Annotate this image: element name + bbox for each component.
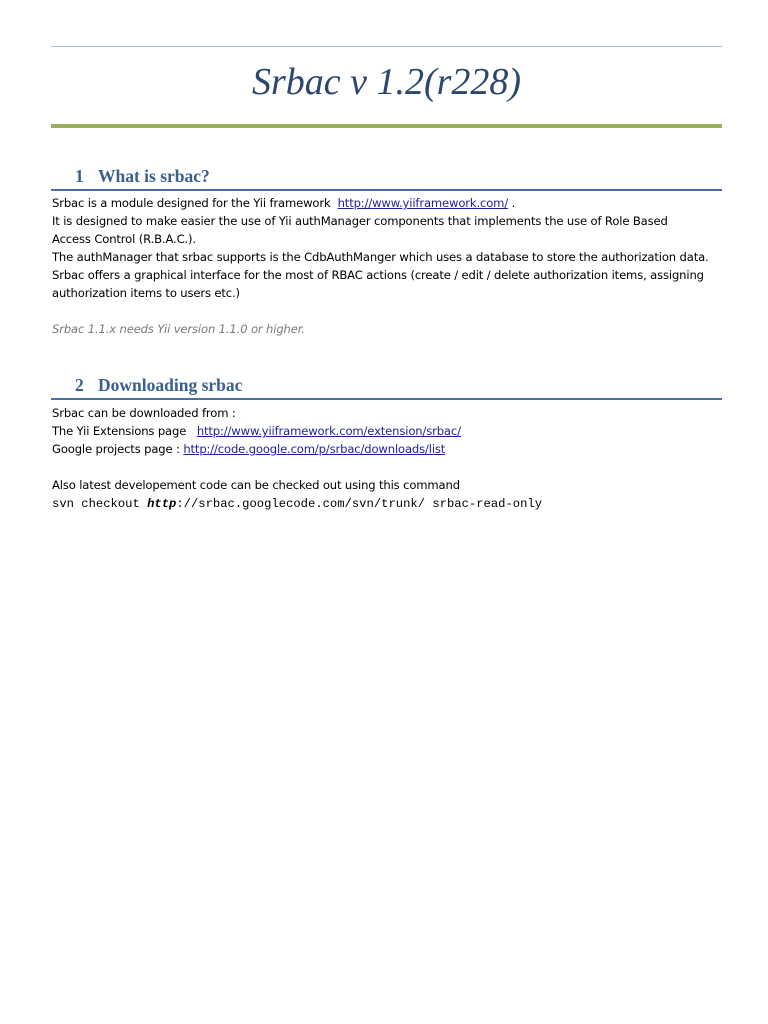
section-title: What is srbac? — [98, 166, 210, 186]
paragraph-line: authorization items to users etc.) — [52, 286, 240, 300]
header-divider — [51, 46, 722, 47]
extensions-line — [52, 422, 724, 440]
checkout-instruction: Also latest developement code can be checked out using this command — [52, 478, 460, 492]
paragraph-line — [52, 194, 724, 212]
section-number: 1 — [75, 166, 84, 186]
yii-framework-link[interactable]: http://www.yiiframework.com/ — [337, 196, 509, 210]
section-number: 2 — [75, 375, 84, 395]
document-title: Srbac v 1.2(r228) — [251, 61, 522, 103]
google-projects-line — [52, 440, 724, 458]
paragraph-line: The authManager that srbac supports is the CdbAuthManger which uses a database to store the authorization data. — [52, 250, 709, 264]
svn-command-prefix: svn checkout — [52, 497, 148, 511]
intro-text: Srbac is a module designed for the Yii framework — [52, 196, 331, 210]
paragraph-line: Srbac offers a graphical interface for the most of RBAC actions (create / edit / delete authorization items, assigning — [52, 268, 704, 282]
svn-command — [52, 495, 542, 513]
svn-command-url: ://srbac.googlecode.com/svn/trunk/ srbac-read-only — [176, 497, 543, 511]
section-heading-what-is-srbac — [51, 165, 722, 191]
yii-extension-link[interactable]: http://www.yiiframework.com/extension/srbac/ — [196, 424, 461, 438]
paragraph-line: It is designed to make easier the use of Yii authManager components that implements the use of Role Based — [52, 214, 668, 228]
section-title: Downloading srbac — [98, 375, 243, 395]
extensions-label: The Yii Extensions page — [52, 424, 187, 438]
title-underline — [51, 124, 722, 128]
intro-suffix: . — [511, 196, 516, 210]
paragraph-line: Access Control (R.B.A.C.). — [52, 232, 196, 246]
section-heading-downloading-srbac — [51, 374, 722, 400]
version-note: Srbac 1.1.x needs Yii version 1.1.0 or higher. — [52, 322, 305, 336]
svn-command-keyword: http — [147, 497, 177, 511]
google-projects-label: Google projects page : — [52, 442, 180, 456]
download-intro: Srbac can be downloaded from : — [52, 406, 236, 420]
google-code-link[interactable]: http://code.google.com/p/srbac/downloads/list — [183, 442, 446, 456]
